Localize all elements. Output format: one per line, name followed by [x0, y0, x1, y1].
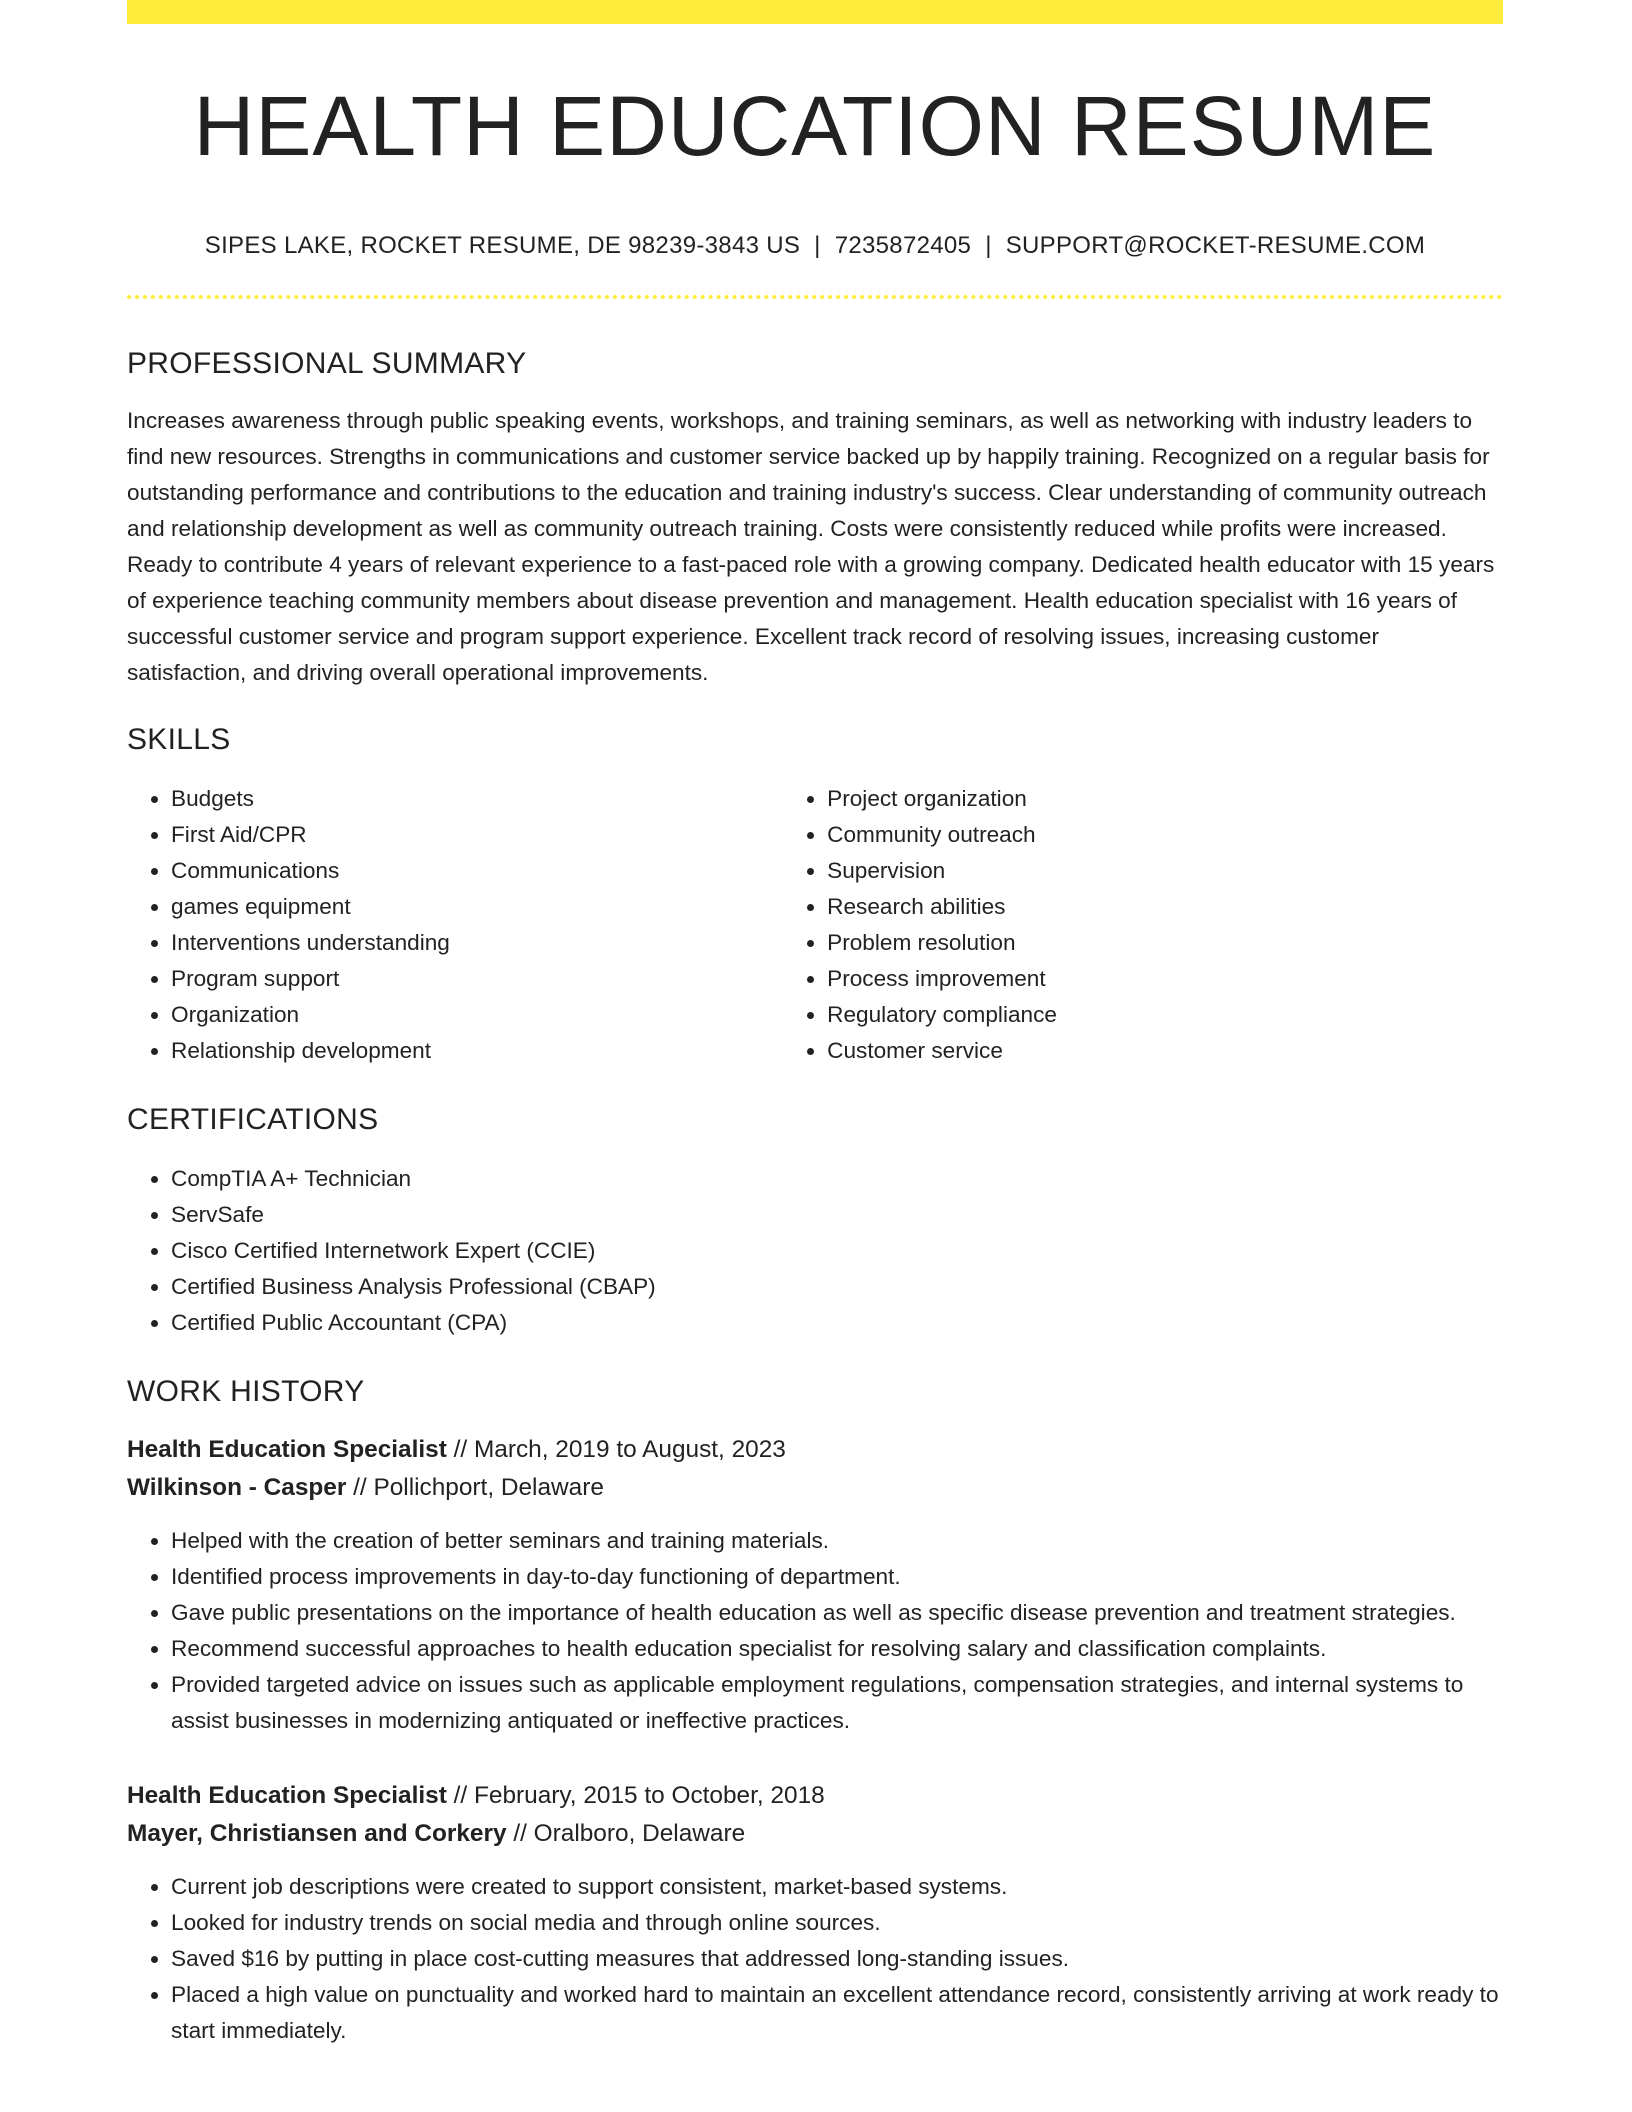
skills-list	[127, 781, 1503, 1069]
skill-item: • Communications	[171, 853, 783, 889]
skill-item: • Budgets	[171, 781, 783, 817]
certification-item: • Cisco Certified Internetwork Expert (CCIE)	[171, 1233, 1503, 1269]
job-bullets	[127, 1523, 1503, 1739]
job-entry	[127, 1431, 1503, 1739]
job-role: Health Education Specialist	[127, 1436, 447, 1464]
job-bullet: • Current job descriptions were created to support consistent, market-based systems.	[171, 1869, 1503, 1905]
job-dates: // February, 2015 to October, 2018	[446, 1782, 825, 1810]
certifications-list	[127, 1161, 1503, 1341]
certifications-heading: CERTIFICATIONS	[127, 1103, 379, 1137]
job-title-line	[127, 1431, 1503, 1469]
summary-heading: PROFESSIONAL SUMMARY	[127, 347, 527, 381]
skill-item: • Program support	[171, 961, 783, 997]
dotted-divider	[127, 295, 1503, 299]
skill-item: • Organization	[171, 997, 783, 1033]
skills-heading: SKILLS	[127, 723, 231, 757]
job-bullet: • Placed a high value on punctuality and worked hard to maintain an excellent attendance record, consistently arriving at work ready to start immediately.	[171, 1977, 1503, 2049]
resume-title: HEALTH EDUCATION RESUME	[193, 79, 1437, 173]
job-company: Mayer, Christiansen and Corkery	[127, 1820, 507, 1848]
skill-item: • Community outreach	[827, 817, 1503, 853]
job-company: Wilkinson - Casper	[127, 1474, 347, 1502]
work-history-heading: WORK HISTORY	[127, 1375, 365, 1409]
skill-item: • Research abilities	[827, 889, 1503, 925]
job-bullet: • Recommend successful approaches to health education specialist for resolving salary and classification complaints.	[171, 1631, 1503, 1667]
skill-item: • Regulatory compliance	[827, 997, 1503, 1033]
skills-column-right	[783, 781, 1503, 1069]
job-company-line	[127, 1815, 1503, 1853]
skill-item: • Project organization	[827, 781, 1503, 817]
skill-item: • Supervision	[827, 853, 1503, 889]
certification-item: • Certified Public Accountant (CPA)	[171, 1305, 1503, 1341]
summary-text: Increases awareness through public speaking events, workshops, and training seminars, as well as networking with industry leaders to find new resources. Strengths in communications and customer service backed up by happily training. Recognized on a regular basis for outstanding performance and contributions to the education and training industry's success. Clear understanding of community outreach and relationship development as well as community outreach training. Costs were consistently reduced while profits were increased. Ready to contribute 4 years of relevant experience to a fast-paced role with a growing company. Dedicated health educator with 15 years of experience teaching community members about disease prevention and management. Health education specialist with 16 years of successful customer service and program support experience. Excellent track record of resolving issues, increasing customer satisfaction, and driving overall operational improvements.	[127, 408, 1495, 686]
resume-page	[127, 0, 1503, 2049]
job-title-line	[127, 1777, 1503, 1815]
skill-item: • Process improvement	[827, 961, 1503, 997]
contact-address: SIPES LAKE, ROCKET RESUME, DE 98239-3843 US	[204, 232, 801, 260]
skill-item: • Interventions understanding	[171, 925, 783, 961]
job-location: // Pollichport, Delaware	[346, 1474, 604, 1502]
job-dates: // March, 2019 to August, 2023	[446, 1436, 786, 1464]
job-bullet: • Identified process improvements in day-to-day functioning of department.	[171, 1559, 1503, 1595]
job-bullet: • Gave public presentations on the importance of health education as well as specific disease prevention and treatment strategies.	[171, 1595, 1503, 1631]
certification-item: • ServSafe	[171, 1197, 1503, 1233]
job-bullet: • Helped with the creation of better seminars and training materials.	[171, 1523, 1503, 1559]
job-entry	[127, 1777, 1503, 2049]
job-company-line	[127, 1469, 1503, 1507]
contact-phone: 7235872405	[834, 232, 972, 260]
contact-line	[127, 232, 1503, 260]
certification-item: • Certified Business Analysis Professional (CBAP)	[171, 1269, 1503, 1305]
skill-item: • Problem resolution	[827, 925, 1503, 961]
job-bullets	[127, 1869, 1503, 2049]
job-bullet: • Provided targeted advice on issues such as applicable employment regulations, compensation strategies, and internal systems to assist businesses in modernizing antiquated or ineffective practices.	[171, 1667, 1503, 1739]
certification-item: • CompTIA A+ Technician	[171, 1161, 1503, 1197]
skill-item: • Relationship development	[171, 1033, 783, 1069]
contact-email: SUPPORT@ROCKET-RESUME.COM	[1005, 232, 1426, 260]
job-bullet: • Looked for industry trends on social media and through online sources.	[171, 1905, 1503, 1941]
skill-item: • Customer service	[827, 1033, 1503, 1069]
skill-item: • First Aid/CPR	[171, 817, 783, 853]
skill-item: • games equipment	[171, 889, 783, 925]
job-bullet: • Saved $16 by putting in place cost-cutting measures that addressed long-standing issues.	[171, 1941, 1503, 1977]
top-accent-bar	[127, 0, 1503, 24]
job-role: Health Education Specialist	[127, 1782, 447, 1810]
contact-separator: |	[985, 232, 992, 260]
skills-column-left	[127, 781, 783, 1069]
job-location: // Oralboro, Delaware	[506, 1820, 746, 1848]
contact-separator: |	[814, 232, 821, 260]
